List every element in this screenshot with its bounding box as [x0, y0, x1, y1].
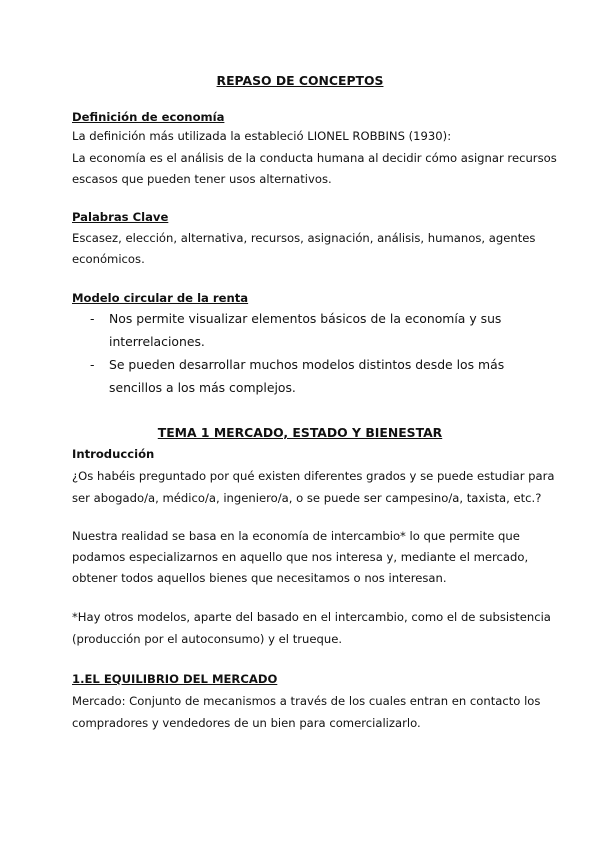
section-heading: 1.EL EQUILIBRIO DEL MERCADO [72, 672, 278, 686]
intro-line: ¿Os habéis preguntado por qué existen diferentes grados y se puede estudiar para [72, 469, 555, 483]
bullet-line: interrelaciones. [109, 334, 205, 349]
footnote-line: (producción por el autoconsumo) y el trueque. [72, 632, 343, 646]
definition-line: La economía es el análisis de la conducta humana al decidir cómo asignar recursos [72, 151, 557, 165]
topic-title: TEMA 1 MERCADO, ESTADO Y BIENESTAR [157, 425, 443, 440]
model-heading: Modelo circular de la renta [72, 291, 249, 305]
bullet-line: sencillos a los más complejos. [109, 380, 296, 395]
reality-line: obtener todos aquellos bienes que necesitamos o nos interesan. [72, 571, 447, 585]
bullet-marker: - [90, 311, 95, 326]
bullet-marker: - [90, 357, 95, 372]
intro-line: ser abogado/a, médico/a, ingeniero/a, o se puede ser campesino/a, taxista, etc.? [72, 491, 542, 505]
reality-line: podamos especializarnos en aquello que nos interesa y, mediante el mercado, [72, 550, 529, 564]
page-title: REPASO DE CONCEPTOS [216, 73, 384, 88]
keywords-line: Escasez, elección, alternativa, recursos, asignación, análisis, humanos, agentes [72, 231, 536, 245]
footnote-line: *Hay otros modelos, aparte del basado en el intercambio, como el de subsistencia [72, 610, 551, 624]
definition-line: escasos que pueden tener usos alternativos. [72, 172, 332, 186]
definition-heading: Definición de economía [72, 110, 225, 124]
section-line: Mercado: Conjunto de mecanismos a través de los cuales entran en contacto los [72, 694, 541, 708]
keywords-line: económicos. [72, 252, 145, 266]
reality-line: Nuestra realidad se basa en la economía de intercambio* lo que permite que [72, 529, 520, 543]
section-line: compradores y vendedores de un bien para comercializarlo. [72, 716, 421, 730]
definition-line: La definición más utilizada la estableció LIONEL ROBBINS (1930): [72, 129, 452, 143]
bullet-line: Nos permite visualizar elementos básicos de la economía y sus [109, 311, 502, 326]
keywords-heading: Palabras Clave [72, 210, 169, 224]
intro-heading: Introducción [72, 447, 155, 461]
bullet-line: Se pueden desarrollar muchos modelos distintos desde los más [109, 357, 505, 372]
